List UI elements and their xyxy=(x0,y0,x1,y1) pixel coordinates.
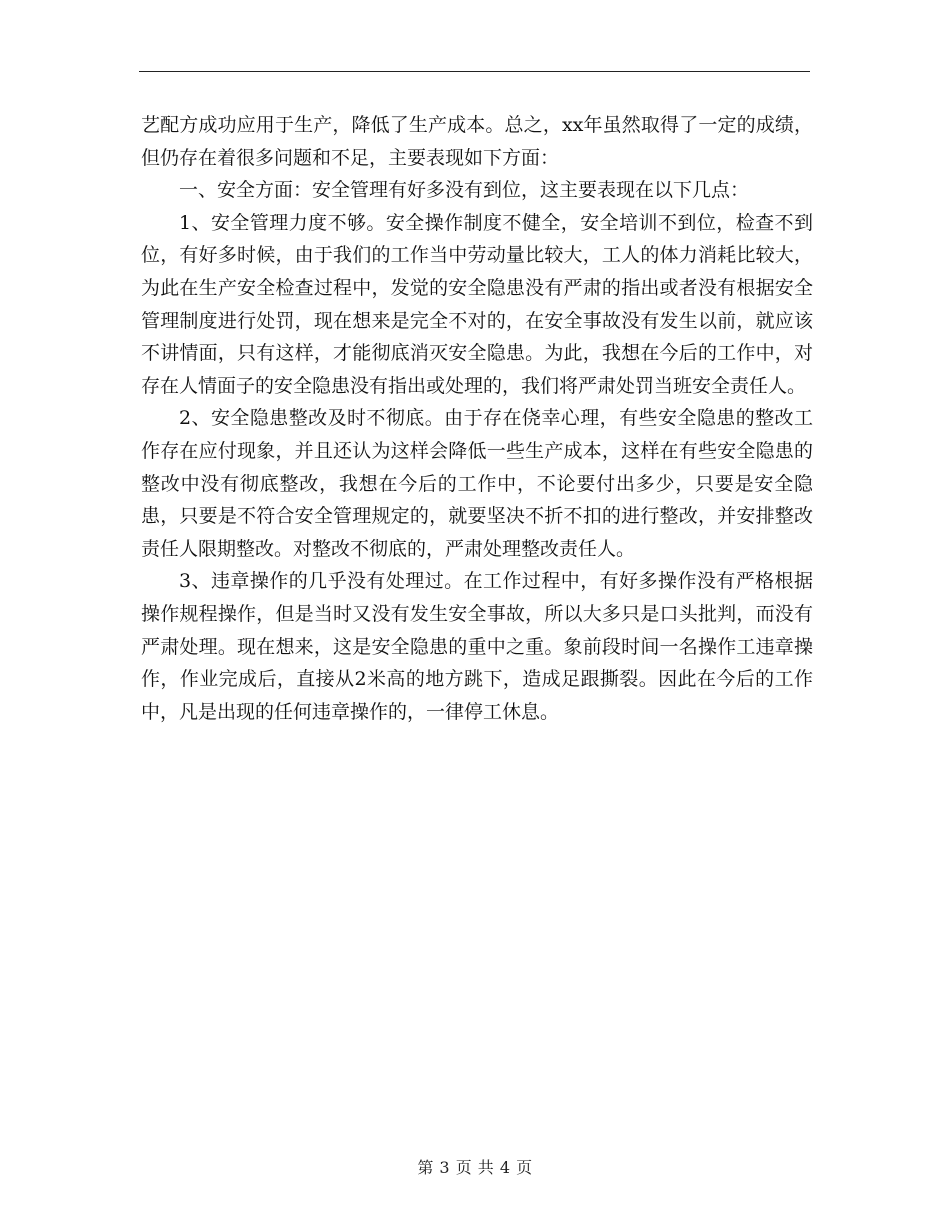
paragraph-safety-heading: 一、安全方面：安全管理有好多没有到位，这主要表现在以下几点： xyxy=(179,179,750,202)
document-body xyxy=(141,109,813,728)
paragraph-point-1: 1、安全管理力度不够。安全操作制度不健全，安全培训不到位，检查不到位，有好多时候，由于我们的工作当中劳动量比较大，工人的体力消耗比较大，为此在生产安全检查过程中，发觉的安全隐患没有严肃的指出或者没有根据安全管理制度进行处罚，现在想来是完全不对的，在安全事故没有发生以前，就应该不讲情面，只有这样，才能彻底消灭安全隐患。为此，我想在今后的工作中，对存在人情面子的安全隐患没有指出或处理的，我们将严肃处罚当班安全责任人。 xyxy=(141,211,813,397)
page-number: 第 3 页 共 4 页 xyxy=(417,1158,533,1177)
header-rule xyxy=(139,71,810,72)
paragraph-point-2: 2、安全隐患整改及时不彻底。由于存在侥幸心理，有些安全隐患的整改工作存在应付现象，并且还认为这样会降低一些生产成本，这样在有些安全隐患的整改中没有彻底整改，我想在今后的工作中，不论要付出多少，只要是安全隐患，只要是不符合安全管理规定的，就要坚决不折不扣的进行整改，并安排整改责任人限期整改。对整改不彻底的，严肃处理整改责任人。 xyxy=(141,407,813,560)
paragraph-continuation: 艺配方成功应用于生产，降低了生产成本。总之，xx年虽然取得了一定的成绩，但仍存在着很多问题和不足，主要表现如下方面： xyxy=(141,114,813,169)
paragraph-point-3: 3、违章操作的几乎没有处理过。在工作过程中，有好多操作没有严格根据操作规程操作，但是当时又没有发生安全事故，所以大多只是口头批判，而没有严肃处理。现在想来，这是安全隐患的重中之重。象前段时间一名操作工违章操作，作业完成后，直接从2米高的地方跳下，造成足跟撕裂。因此在今后的工作中，凡是出现的任何违章操作的，一律停工休息。 xyxy=(141,570,813,723)
